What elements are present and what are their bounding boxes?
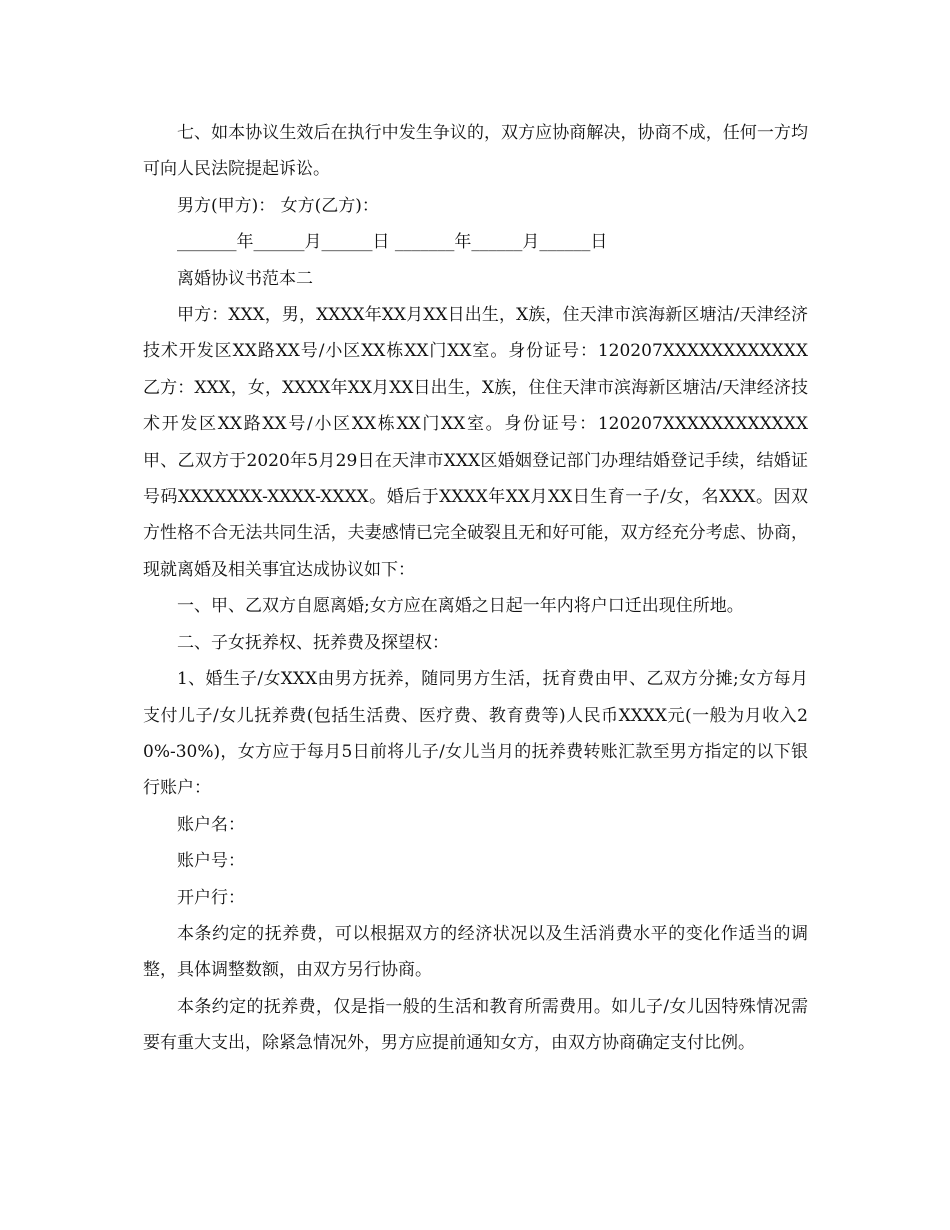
custody-support-paragraph: 1、婚生子/女XXX由男方抚养，随同男方生活，抚育费由甲、乙双方分摊;女方每月支付儿子/女儿抚养费(包括生活费、医疗费、教育费等)人民币XXXX元(一般为月收入20%-30%)，女方应于每月5日前将儿子/女儿当月的抚养费转账汇款至男方指定的以下银行账户： (143, 669, 808, 799)
signature-date-line: _______年______月______日 _______年______月______日 (177, 232, 608, 253)
signature-parties-line: 男方(甲方)： 女方(乙方)： (177, 195, 379, 216)
section-heading-template-two: 离婚协议书范本二 (177, 268, 313, 289)
support-adjustment-paragraph: 本条约定的抚养费，可以根据双方的经济状况以及生活消费水平的变化作适当的调整，具体调整数额，由双方另行协商。 (143, 923, 808, 981)
account-name-line: 账户名： (177, 814, 245, 835)
parties-info-paragraph: 甲方：XXX，男，XXXX年XX月XX日出生，X族，住天津市滨海新区塘沽/天津经济技术开发区XX路XX号/小区XX栋XX门XX室。身份证号：120207XXXXXXXXXXXX 乙方：XXX，女，XXXX年XX月XX日出生，X族，住住天津市滨海新区塘沽/天津经济技术开发区XX路XX号/小区XX栋XX门XX室。身份证号：120207XXXXXXXXXXXX 甲、乙双方于2020年5月29日在天津市XXX区婚姻登记部门办理结婚登记手续，结婚证号码XXXXXXX-XXXX-XXXX。婚后于XXXX年XX月XX日生育一子/女，名XXX。因双方性格不合无法共同生活，夫妻感情已完全破裂且无和好可能，双方经充分考虑、协商，现就离婚及相关事宜达成协议如下： (143, 305, 814, 580)
account-number-line: 账户号： (177, 851, 245, 872)
clause-seven-dispute: 七、如本协议生效后在执行中发生争议的，双方应协商解决，协商不成，任何一方均可向人民法院提起诉讼。 (143, 123, 808, 180)
bank-line: 开户行： (177, 887, 245, 908)
support-scope-paragraph: 本条约定的抚养费，仅是指一般的生活和教育所需费用。如儿子/女儿因特殊情况需要有重大支出，除紧急情况外，男方应提前通知女方，由双方协商确定支付比例。 (143, 996, 808, 1054)
document-page (143, 115, 814, 1062)
clause-two-custody-heading: 二、子女抚养权、抚养费及探望权： (177, 632, 449, 653)
clause-one-divorce: 一、甲、乙双方自愿离婚;女方应在离婚之日起一年内将户口迁出现住所地。 (177, 596, 744, 617)
